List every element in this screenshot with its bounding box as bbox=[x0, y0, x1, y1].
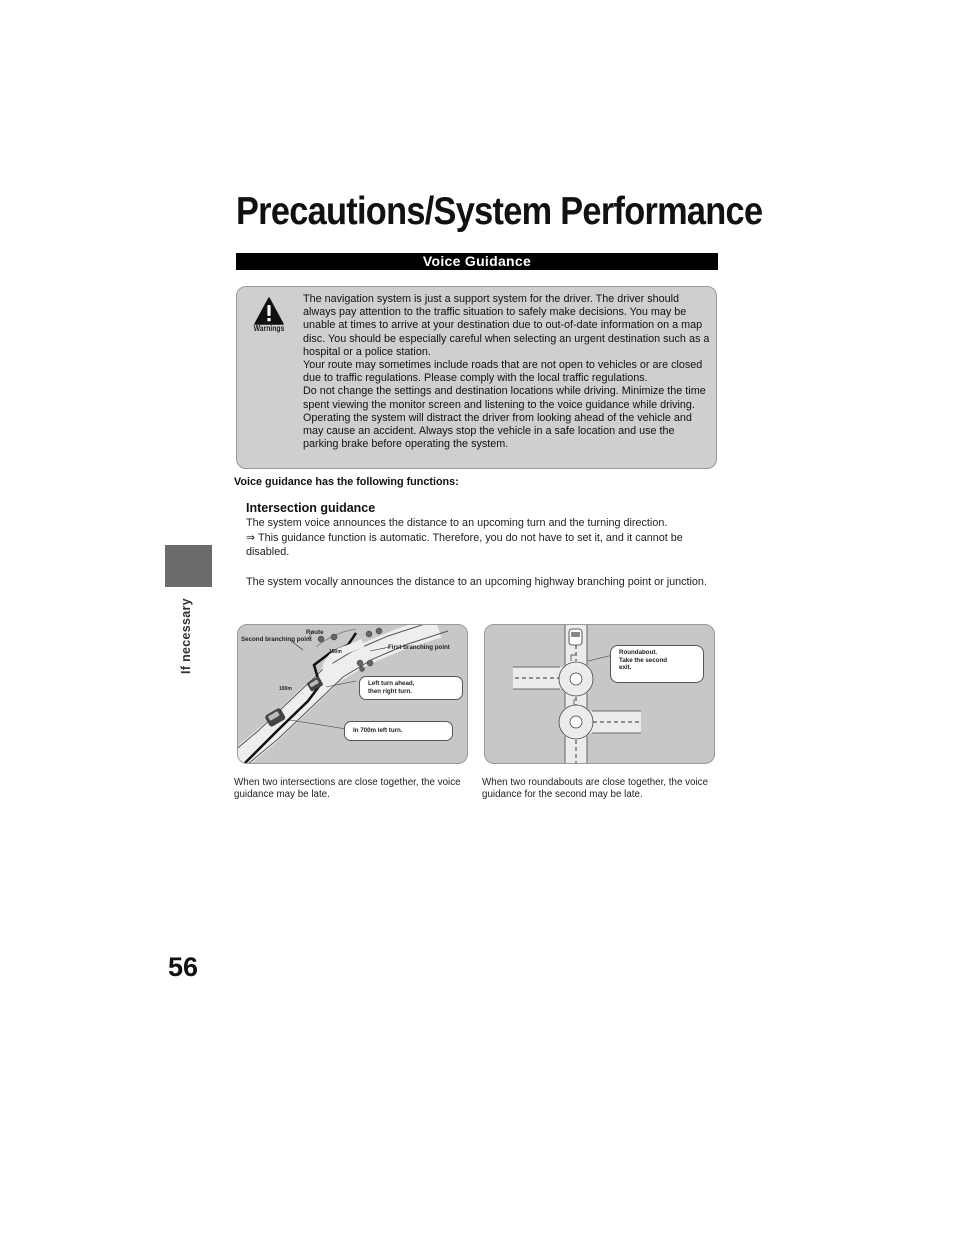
side-tab-marker bbox=[165, 545, 212, 587]
caption-right: When two roundabouts are close together, the voice guidance for the second may be late. bbox=[482, 777, 709, 800]
intro-text: Voice guidance has the following functions: bbox=[234, 476, 459, 488]
warning-icon bbox=[254, 297, 284, 325]
intersection-note-text: This guidance function is automatic. Therefore, you do not have to set it, and it cannot be disabled. bbox=[246, 532, 683, 558]
highway-paragraph: The system vocally announces the distance to an upcoming highway branching point or junction. bbox=[246, 576, 707, 588]
section-heading: Voice Guidance bbox=[236, 253, 718, 270]
intersection-heading: Intersection guidance bbox=[246, 501, 376, 515]
roundabout-illustration bbox=[484, 624, 715, 764]
warning-paragraph: Your route may sometimes include roads that are not open to vehicles or are closed due to traffic regulations. Please comply with the local traffic regulations. bbox=[303, 359, 703, 385]
speech-bubble-left-turn: Left turn ahead, then right turn. bbox=[359, 676, 463, 700]
intersection-paragraph: The system voice announces the distance to an upcoming turn and the turning direction. bbox=[246, 517, 668, 529]
caption-left: When two intersections are close together, the voice guidance may be late. bbox=[234, 777, 461, 800]
label-second-branching-point: Second branching point bbox=[241, 636, 312, 643]
label-150m: 150m bbox=[329, 649, 342, 655]
highway-branching-illustration bbox=[237, 624, 468, 764]
intersection-note bbox=[246, 532, 720, 559]
warning-text bbox=[303, 293, 711, 451]
page-number: 56 bbox=[168, 952, 199, 982]
warning-box bbox=[236, 286, 717, 469]
label-route: Route bbox=[306, 629, 324, 636]
speech-bubble-700m: In 700m left turn. bbox=[344, 721, 453, 741]
warning-paragraph: The navigation system is just a support system for the driver. The driver should always pay attention to the traffic situation to safely make decisions. You may be unable at times to arrive at your destination due to out-of-date information on a map disc. You should be especially careful when selecting an urgent destination such as a hospital or a police station. bbox=[303, 293, 710, 358]
side-tab-label bbox=[166, 598, 206, 673]
speech-bubble-roundabout: Roundabout. Take the second exit. bbox=[610, 645, 704, 683]
note-arrow-icon: ⇒ bbox=[246, 532, 256, 544]
page-title: Precautions/System Performance bbox=[236, 190, 763, 233]
label-first-branching-point: First branching point bbox=[388, 644, 450, 651]
label-100m: 100m bbox=[279, 686, 292, 692]
warning-paragraph: Do not change the settings and destination locations while driving. Minimize the time spent viewing the monitor screen and listening to the voice guidance while driving. Operating the system will distract the driver from looking ahead of the vehicle and may cause an accident. Always stop the vehicle in a safe location and use the parking brake before operating the system. bbox=[303, 385, 706, 451]
side-tab-label-text: If necessary bbox=[179, 597, 193, 674]
warning-caption: Warnings bbox=[253, 324, 285, 333]
